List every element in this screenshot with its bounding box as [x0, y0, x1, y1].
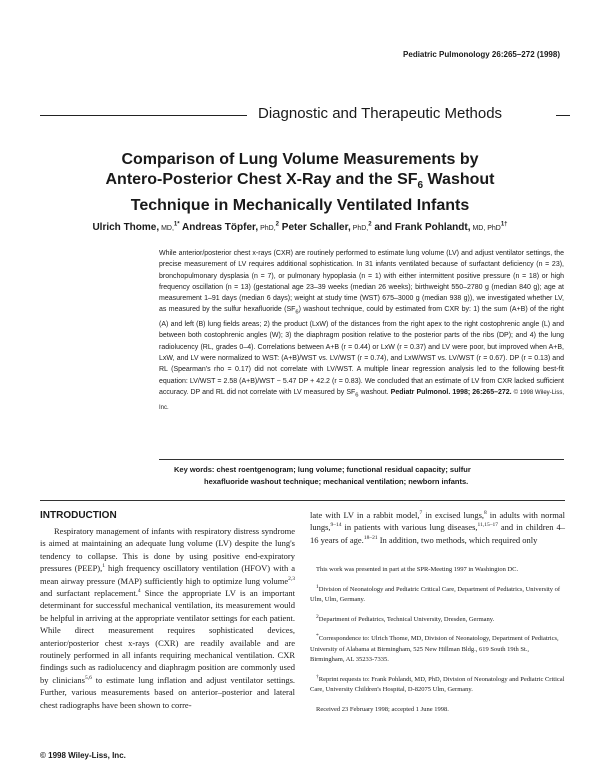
footnote-correspondence: *Correspondence to: Ulrich Thome, MD, Division of Neonatology, Department of Pediatrics, University of Alabama at Birmingham, 525 New Hillman Bldg., 619 South 19th St., Birmingham, AL 35233-7335.: [310, 632, 559, 663]
abstract-citation: Pediatr Pulmonol. 1998; 26:265–272.: [390, 388, 512, 396]
footnote-received: Received 23 February 1998; accepted 1 June 1998.: [316, 705, 449, 713]
section-rule-left: [40, 115, 247, 116]
keywords-line-2: hexafluoride washout technique; mechanical ventilation; newborn infants.: [204, 477, 469, 486]
title-line-1: Comparison of Lung Volume Measurements by: [121, 151, 479, 168]
abstract: While anterior/posterior chest x-rays (CXR) are routinely performed to estimate lung volume (LV) and adjust ventilator settings, the precise measurement of LV requires additional sophistication. In 31 infants ventilated because of surfactant deficiency (n = 23), bronchopulmonary dysplasia (n = 7), or pulmonary hypoplasia (n = 1) with either intermittent positive pressure (n = 18) or high frequency oscillation (n = 13) (gestational age 23–39 weeks (median 26 weeks); birthweight 550–2780 g (median 840 g); age at measurement 1–91 days (median 6 days); weight at study time (WST) 675–3000 g (median 938 g)), we investigated whether LV, as measured by the sulfur hexafluoride $(SF_6)$ washout technique, could by estimated from CXR by: 1) the sum (A+B) of the right (A) and left (B) lung fields areas; 2) the product (LxW) of the distances from the right apex to the right costophrenic angle (L) and between both costophrenic angles (W); 3) the diaphragm position relative to the posterior parts of the ribs (DP); and 4) the lung radiolucency (RL, grades 0–4). Correlations between A+B (r = 0.44) or LxW (r = 0.37) and LV were poor, but improved when A+B, LxW, and LV were normalized to WST: (A+B)/WST vs. LV/WST (r = 0.74), and LxW/WST vs. LV/WST (r = 0.67). DP (r = 0.13) and RL (Spearman's rho = 0.17) did not correlate with LV/WST. A multiple linear regression analysis led to the following best-fit equation: LV/WST = 2.58 (A+B)/WST − 5.47 DP + 42.2 (r = 0.83). We concluded that an estimate of LV from CXR lacked sufficient accuracy. DP and RL did not correlate with LV measured by $SF_6$ washout. Pediatr Pulmonol. 1998; 26:265–272. © 1998 Wiley-Liss, Inc.: [159, 250, 564, 411]
footnote-affiliation-1: $^1$Division of Neonatology and Pediatric Critical Care, Department of Pediatrics, University of Ulm, Ulm, Germany.: [310, 583, 561, 603]
keywords-label: Key words:: [174, 465, 215, 474]
page-copyright: © 1998 Wiley-Liss, Inc.: [40, 751, 126, 760]
abstract-divider: [159, 459, 564, 460]
author: Andreas Töpfer, PhD,$^2$: [182, 221, 280, 233]
author: and Frank Pohlandt, MD, PhD$^{1\dagger}$: [374, 221, 508, 233]
title-line-3: Technique in Mechanically Ventilated Infants: [130, 197, 470, 215]
section-header: [40, 105, 570, 125]
author-list: [40, 222, 560, 233]
footnote-reprints: †Reprint requests to: Frank Pohlandt, MD, PhD, Division of Neonatology and Pediatric Critical Care, University Children's Hospital, D-82075 Ulm, Germany.: [310, 673, 565, 693]
body-divider: [40, 500, 565, 501]
intro-left-column: [40, 525, 295, 711]
keywords-line-1: chest roentgenogram; lung volume; functional residual capacity; sulfur: [216, 465, 471, 474]
journal-reference: Pediatric Pulmonology 26:265–272 (1998): [403, 50, 560, 59]
intro-heading: INTRODUCTION: [40, 510, 117, 521]
intro-paragraph: Respiratory management of infants with respiratory distress syndrome is aimed at maintaining an adequate lung volume (LV) despite the lung's tendency to collapse. This is done by using positive end-expiratory pressures (PEEP),$^1$ high frequency oscillatory ventilation (HFOV) with a mean airway pressure (MAP) sufficiently high to optimize lung volume$^{2,3}$ and surfactant replacement.$^4$ Since the appropriate LV is an important determinant for successful mechanical ventilation, its measurement would be helpful in arriving at the appropriate ventilator settings for each patient. While direct measurement requires sophisticated devices, anterior/posterior chest x-rays (CXR) are readily available and are routinely performed in all infants requiring mechanical ventilation. CXR findings such as radiolucency and diaphragm position are commonly used by clinicians$^{5,6}$ to estimate lung inflation and adjust ventilator settings. Further, various measurements based on anterior–posterior and lateral chest radiographs have been shown to corre-: [40, 526, 296, 710]
section-title: Diagnostic and Therapeutic Methods: [258, 105, 503, 122]
section-rule-right: [556, 115, 570, 116]
title-line-2: Antero-Posterior Chest X-Ray and the $SF_6$ Washout: [105, 171, 495, 192]
article-title: [60, 150, 540, 216]
footnote-affiliation-2: $^2$Department of Pediatrics, Technical University, Dresden, Germany.: [316, 613, 495, 623]
keywords: [174, 464, 554, 488]
abstract-copyright: © 1998 Wiley-Liss, Inc.: [159, 389, 564, 411]
intro-right-column: late with LV in a rabbit model,$^7$ in excised lungs,$^8$ in adults with normal lungs,$^{9-14}$ in patients with various lung diseases,$^{11,15-17}$ and in children 4–16 years of age.$^{18-21}$ In addition, two methods, which required only: [310, 510, 565, 545]
author: Ulrich Thome, MD,$^{1*}$: [92, 221, 180, 233]
footnotes: [310, 565, 565, 724]
footnote-presented: This work was presented in part at the SPR-Meeting 1997 in Washington DC.: [316, 566, 519, 573]
author: Peter Schaller, PhD,$^2$: [281, 221, 372, 233]
